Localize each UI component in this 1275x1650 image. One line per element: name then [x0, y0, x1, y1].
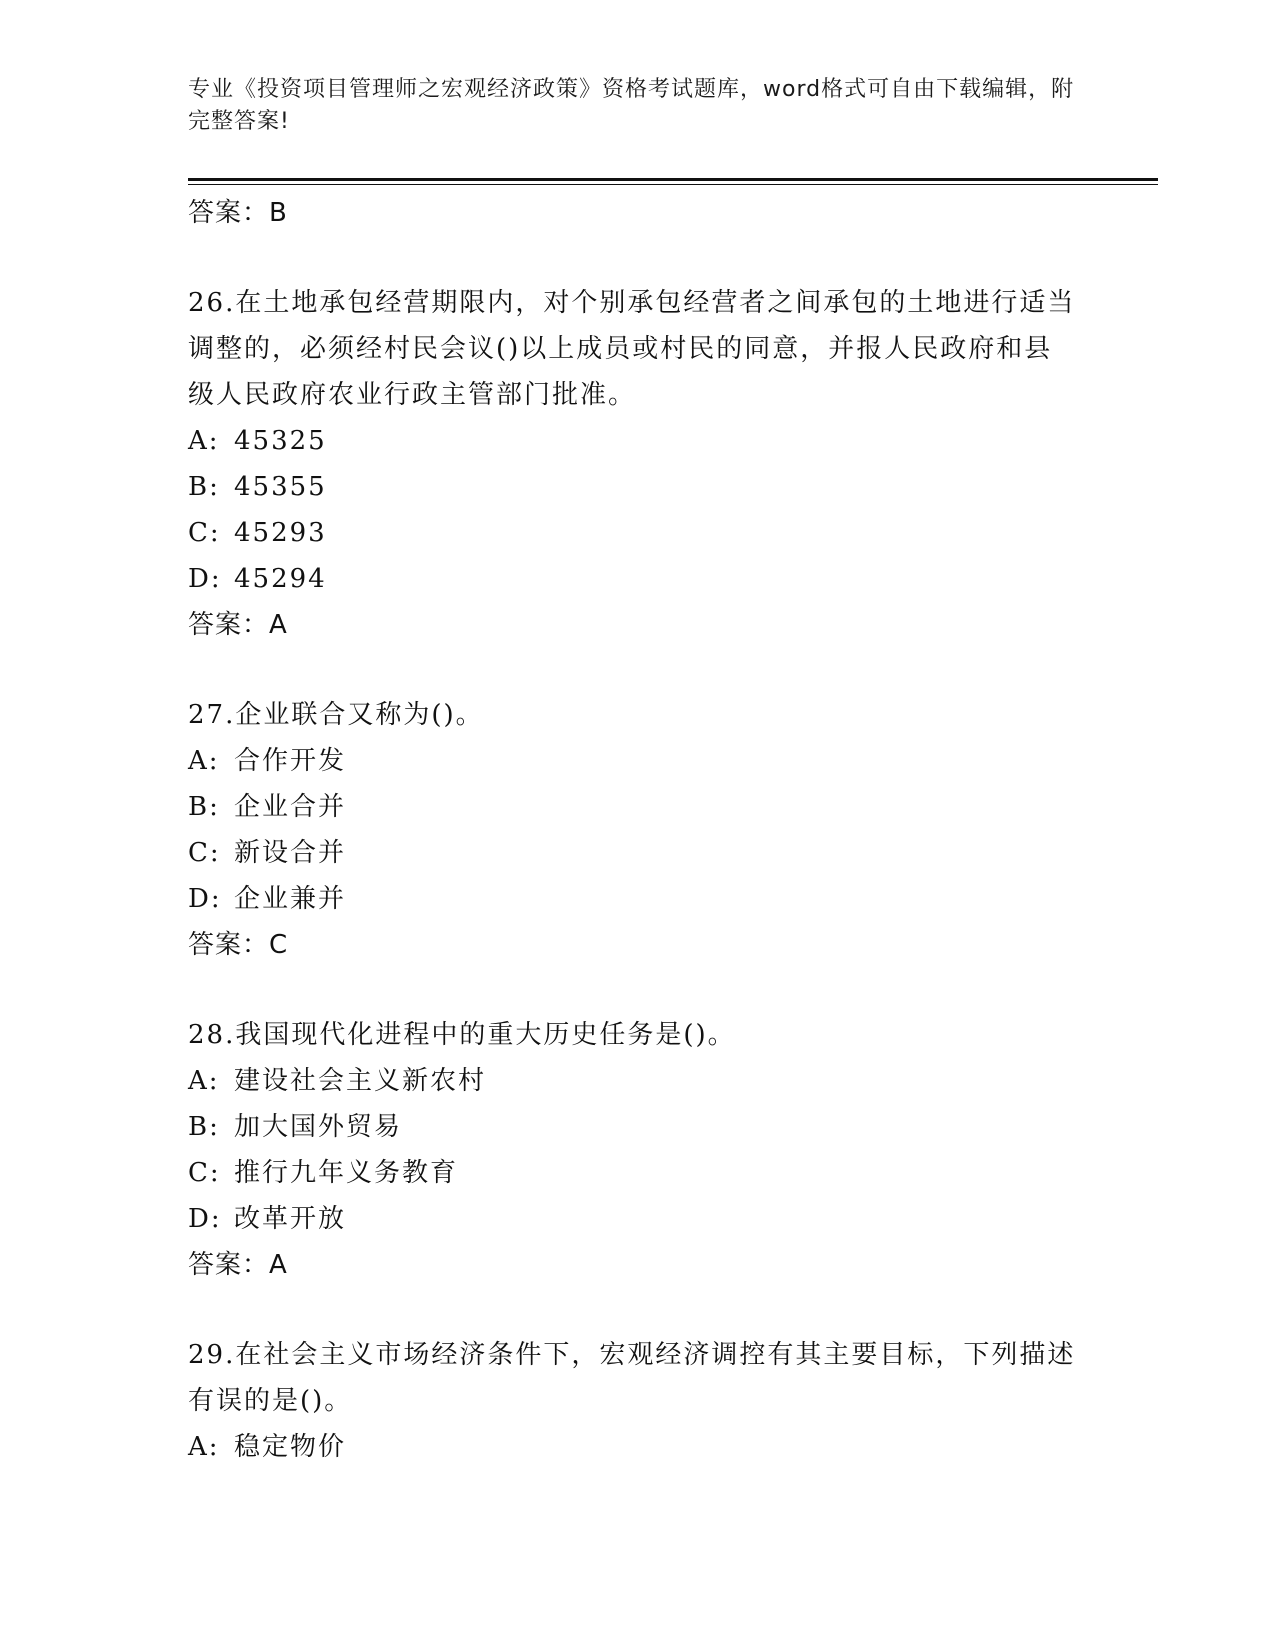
option-text: 45325: [234, 426, 327, 456]
document-header: 专业《投资项目管理师之宏观经济政策》资格考试题库，word格式可自由下载编辑，附完整答案!: [188, 77, 1075, 134]
spacer: [188, 236, 1088, 280]
option-letter: C:: [188, 1158, 221, 1188]
question-text: 29.在社会主义市场经济条件下，宏观经济调控有其主要目标，下列描述有误的是()。: [188, 1340, 1076, 1416]
question-block: [188, 280, 1088, 692]
header-divider-thick: [188, 178, 1158, 181]
option-letter: B:: [188, 1112, 220, 1142]
option-letter: A:: [188, 1066, 220, 1096]
option-a: [188, 418, 1088, 464]
option-letter: D:: [188, 1204, 222, 1234]
option-c: [188, 830, 1088, 876]
option-letter: A:: [188, 426, 220, 456]
spacer: [188, 968, 1088, 1012]
option-c: [188, 510, 1088, 556]
option-text: 企业合并: [234, 792, 347, 822]
answer-line: 答案：A: [188, 610, 288, 640]
option-text: 45294: [234, 564, 327, 594]
option-text: 推行九年义务教育: [234, 1158, 459, 1188]
option-text: 企业兼并: [234, 884, 347, 914]
option-text: 加大国外贸易: [234, 1112, 403, 1142]
option-letter: D:: [188, 564, 222, 594]
option-text: 45355: [234, 472, 327, 502]
header-divider-thin: [188, 184, 1158, 185]
option-text: 45293: [234, 518, 327, 548]
spacer: [188, 1288, 1088, 1332]
option-b: [188, 464, 1088, 510]
option-letter: A:: [188, 746, 220, 776]
option-b: [188, 784, 1088, 830]
option-letter: C:: [188, 838, 221, 868]
option-letter: A:: [188, 1432, 220, 1462]
option-a: [188, 1424, 1088, 1470]
option-text: 建设社会主义新农村: [234, 1066, 487, 1096]
option-text: 稳定物价: [234, 1432, 347, 1462]
option-a: [188, 738, 1088, 784]
question-text: 28.我国现代化进程中的重大历史任务是()。: [188, 1020, 736, 1050]
question-text: 26.在土地承包经营期限内，对个别承包经营者之间承包的土地进行适当调整的，必须经村民会议()以上成员或村民的同意，并报人民政府和县级人民政府农业行政主管部门批准。: [188, 288, 1076, 410]
option-a: [188, 1058, 1088, 1104]
spacer: [188, 648, 1088, 692]
answer-line: 答案：B: [188, 198, 288, 228]
question-block: [188, 692, 1088, 1012]
question-block: [188, 1332, 1088, 1470]
option-d: [188, 876, 1088, 922]
option-d: [188, 1196, 1088, 1242]
option-d: [188, 556, 1088, 602]
option-c: [188, 1150, 1088, 1196]
question-text: 27.企业联合又称为()。: [188, 700, 484, 730]
question-list: [188, 190, 1088, 1470]
option-letter: D:: [188, 884, 222, 914]
option-text: 新设合并: [234, 838, 347, 868]
option-letter: B:: [188, 792, 220, 822]
question-block: [188, 1012, 1088, 1332]
option-letter: B:: [188, 472, 220, 502]
option-text: 合作开发: [234, 746, 347, 776]
option-b: [188, 1104, 1088, 1150]
option-text: 改革开放: [234, 1204, 347, 1234]
answer-line: 答案：A: [188, 1250, 288, 1280]
answer-line: 答案：C: [188, 930, 289, 960]
option-letter: C:: [188, 518, 221, 548]
